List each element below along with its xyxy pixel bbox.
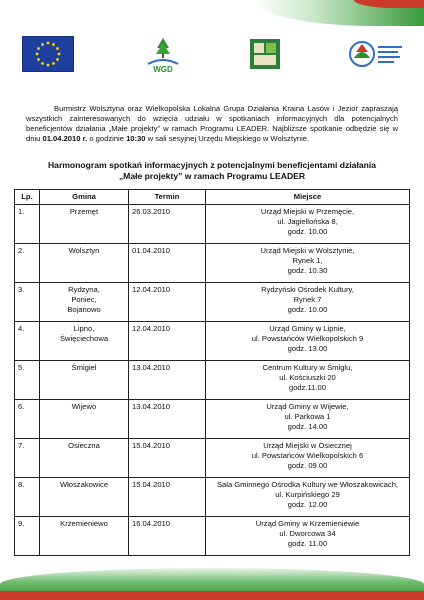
table-row [15,361,410,400]
cell-termin: 15.04.2010 [129,478,206,517]
cell-lp: 7. [15,439,40,478]
header-miejsce: Miejsce [206,190,410,205]
wgd-logo-icon [138,34,188,74]
cell-miejsce-line: ul. Jagiellońska 8, [277,217,338,226]
table-row [15,283,410,322]
cell-lp: 3. [15,283,40,322]
cell-miejsce-line: godz. 14.00 [287,422,328,431]
cell-termin: 26.03.2010 [129,205,206,244]
schedule-heading [14,160,410,182]
table-row [15,400,410,439]
svg-text:WGD: WGD [153,65,173,74]
cell-miejsce [206,517,410,556]
table-row [15,439,410,478]
intro-text-3: w sali sesyjnej Urzędu Miejskiego w Wolsztynie. [145,133,310,143]
cell-miejsce [206,283,410,322]
header-termin: Termin [129,190,206,205]
cell-gmina-line: Rydzyna, [68,285,100,294]
cell-gmina [40,283,129,322]
cell-termin: 01.04.2010 [129,244,206,283]
logo-bar [18,34,406,74]
heading-line-1: Harmonogram spotkań informacyjnych z potencjalnymi beneficjentami działania [47,160,377,170]
cell-miejsce-line: godz.11.00 [288,383,326,392]
cell-termin: 12.04.2010 [129,322,206,361]
cell-lp: 2. [15,244,40,283]
cell-gmina-line: Wolsztyn [68,246,100,255]
table-header-row [15,190,410,205]
cell-termin: 13.04.2010 [129,400,206,439]
table-row [15,478,410,517]
intro-paragraph [26,104,398,144]
cell-miejsce-line: ul. Powstańców Wielkopolskich 6 [251,451,364,460]
leader-logo-icon [250,39,280,69]
cell-gmina-line: Osieczna [68,441,100,450]
cell-miejsce-line: Urząd Miejski w Wolsztynie, [260,246,355,255]
cell-miejsce [206,400,410,439]
cell-miejsce-line: godz. 10.30 [287,266,328,275]
cell-gmina-line: Przemęt [69,207,99,216]
cell-gmina [40,400,129,439]
bottom-decoration-accent [0,591,424,600]
cell-miejsce-line: Rydzyński Ośrodek Kultury, [261,285,354,294]
cell-miejsce-line: Sala Gminnego Ośrodka Kultury we Włoszakowicach, [216,480,399,489]
cell-gmina-line: Włoszakowice [59,480,109,489]
cell-gmina-line: Śmigiel [71,363,97,372]
cell-miejsce-line: ul. Kurpińskiego 29 [275,490,340,499]
intro-text-1: Burmistrz Wolsztyna oraz Wielkopolska Lokalna Grupa Działania Kraina Lasów i Jezior zapraszają wszystkich zainteresowanych do wzięcia udziału w spotkaniach informacyjnych dla potencjalnych beneficjentów działania „Małe projekty” w ramach Programu LEADER. Najbliższe spotkanie odbędzie się w dniu [26,103,398,143]
meeting-date: 01.04.2010 r. [42,133,88,143]
cell-miejsce [206,361,410,400]
cell-gmina [40,478,129,517]
table-row [15,517,410,556]
cell-lp: 9. [15,517,40,556]
meeting-time: 10:30 [126,133,146,143]
cell-miejsce-line: Centrum Kultury w Śmiglu, [262,363,353,372]
cell-miejsce-line: Urząd Gminy w Krzemieniewie [255,519,360,528]
cell-gmina [40,322,129,361]
cell-miejsce-line: Rynek 7 [293,295,322,304]
cell-miejsce-line: godz. 10.00 [287,227,328,236]
cell-gmina [40,205,129,244]
cell-lp: 8. [15,478,40,517]
cell-miejsce [206,478,410,517]
cell-miejsce-line: ul. Powstańców Wielkopolskich 9 [251,334,364,343]
cell-gmina [40,439,129,478]
header-lp: Lp. [15,190,40,205]
cell-miejsce-line: Urząd Miejski w Przemęcie, [260,207,355,216]
header-gmina: Gmina [40,190,129,205]
cell-termin: 15.04.2010 [129,439,206,478]
cell-miejsce-line: godz. 10.00 [287,305,328,314]
cell-lp: 1. [15,205,40,244]
table-row [15,322,410,361]
intro-text-2: o godzinie [87,133,127,143]
cell-miejsce-line: godz. 09.00 [287,461,328,470]
cell-gmina-line: Lipno, [73,324,95,333]
cell-miejsce [206,322,410,361]
cell-miejsce-line: godz. 11.00 [287,539,328,548]
rural-development-program-logo-icon [348,34,404,74]
eu-flag-icon [22,36,74,72]
cell-termin: 12.04.2010 [129,283,206,322]
cell-gmina-line: Krzemieniewo [60,519,108,528]
cell-miejsce [206,205,410,244]
cell-miejsce-line: godz. 13.00 [287,344,328,353]
cell-gmina-line: Bojanowo [67,305,101,314]
cell-gmina-line: Święciechowa [59,334,109,343]
cell-miejsce-line: godz. 12.00 [287,500,328,509]
cell-gmina [40,517,129,556]
cell-gmina [40,361,129,400]
cell-miejsce-line: Urząd Gminy w Wijewie, [266,402,349,411]
cell-miejsce [206,244,410,283]
cell-miejsce-line: Urząd Gminy w Lipnie, [269,324,346,333]
cell-miejsce-line: Urząd Miejski w Osiecznej [263,441,352,450]
cell-miejsce-line: ul. Kościuszki 20 [279,373,336,382]
cell-gmina-line: Wijewo [71,402,97,411]
cell-termin: 16.04.2010 [129,517,206,556]
cell-miejsce [206,439,410,478]
table-row [15,244,410,283]
cell-lp: 6. [15,400,40,439]
cell-lp: 5. [15,361,40,400]
cell-miejsce-line: Rynek 1, [292,256,323,265]
cell-termin: 13.04.2010 [129,361,206,400]
table-row [15,205,410,244]
cell-miejsce-line: ul. Dworcowa 34 [279,529,336,538]
cell-gmina [40,244,129,283]
cell-gmina-line: Poniec, [71,295,97,304]
heading-line-2: „Małe projekty” w ramach Programu LEADER [118,171,306,181]
cell-lp: 4. [15,322,40,361]
schedule-table [14,189,410,556]
cell-miejsce-line: ul. Parkowa 1 [284,412,331,421]
